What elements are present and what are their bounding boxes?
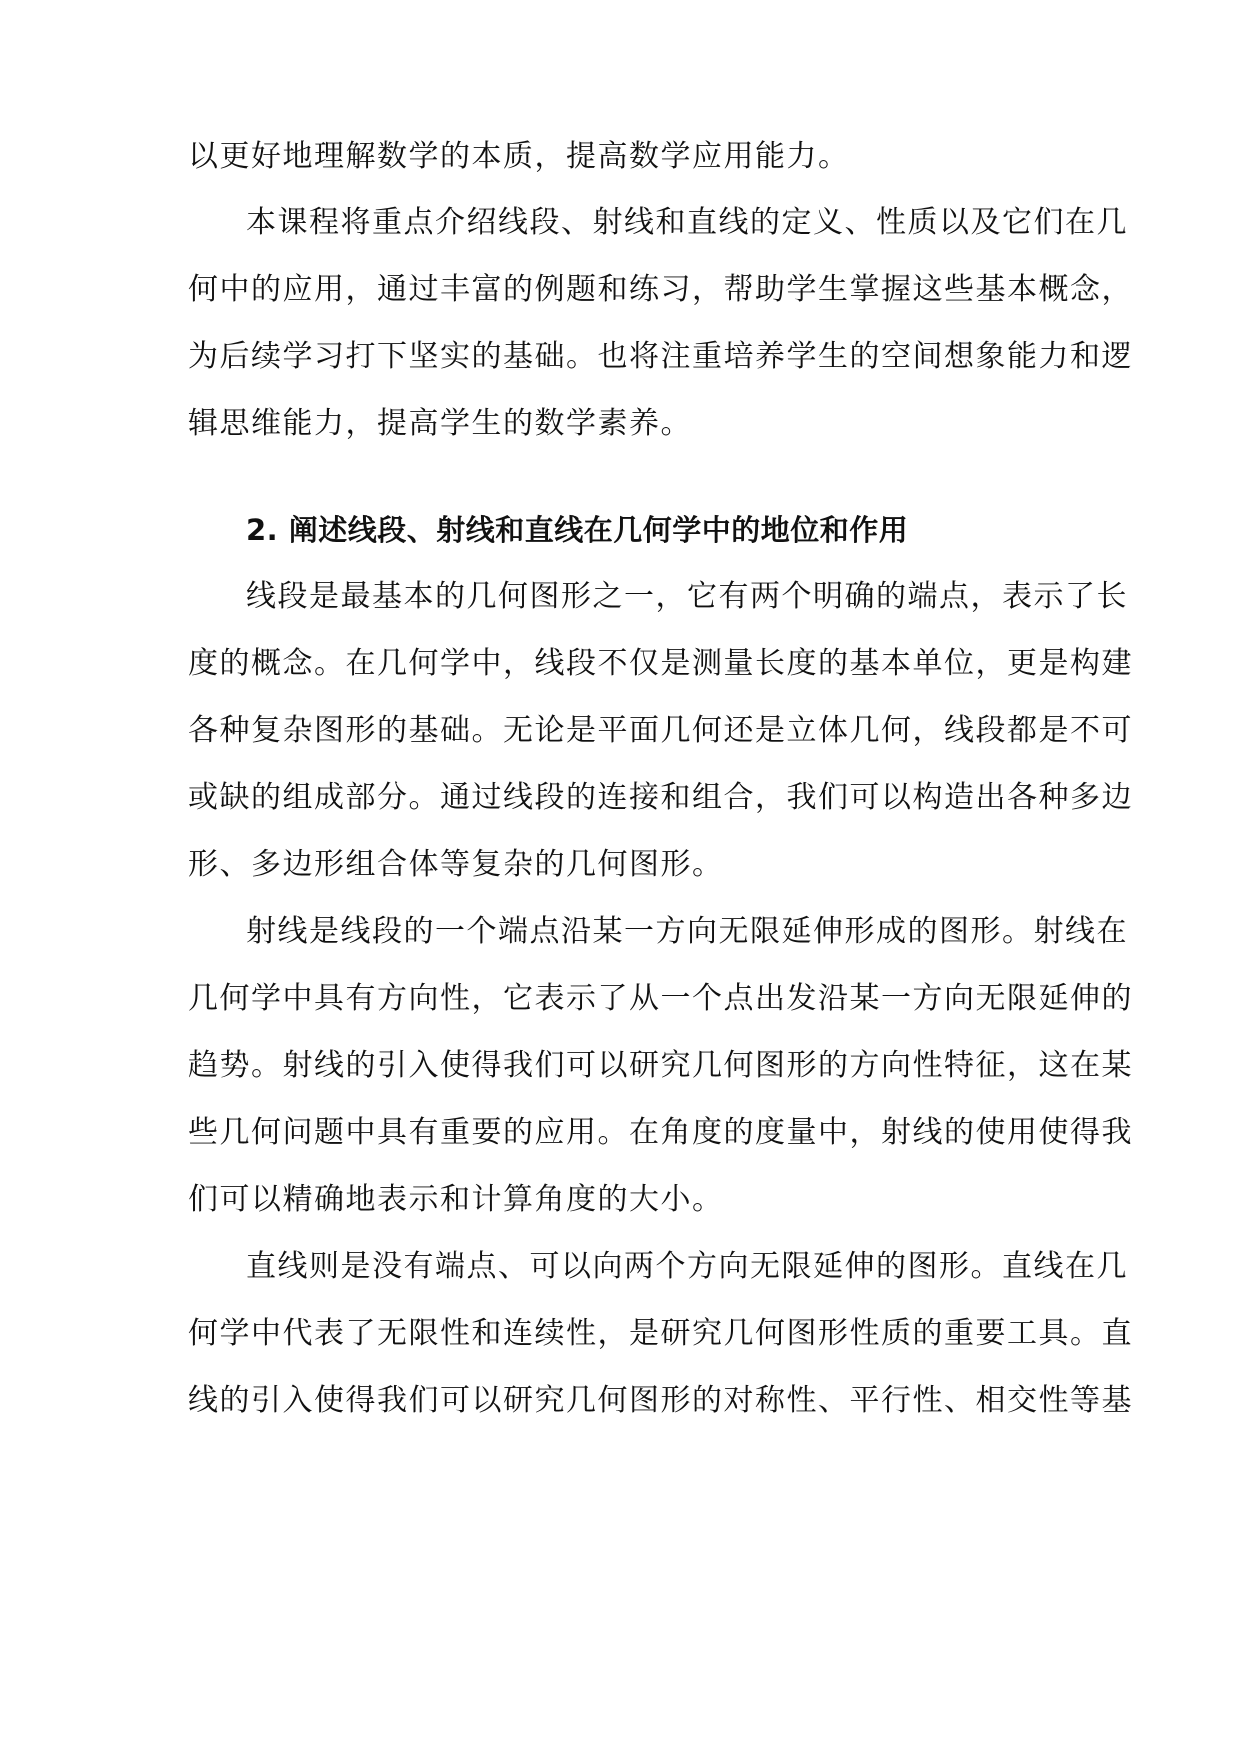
paragraph-line: 线的引入使得我们可以研究几何图形的对称性、平行性、相交性等基 (188, 1383, 1133, 1418)
paragraph-line: 们可以精确地表示和计算角度的大小。 (188, 1182, 724, 1217)
paragraph-line: 趋势。射线的引入使得我们可以研究几何图形的方向性特征，这在某 (188, 1048, 1133, 1083)
paragraph-line: 形、多边形组合体等复杂的几何图形。 (188, 847, 724, 882)
paragraph-line: 何中的应用，通过丰富的例题和练习，帮助学生掌握这些基本概念， (188, 272, 1133, 307)
section-heading: 2. 阐述线段、射线和直线在几何学中的地位和作用 (246, 513, 909, 547)
paragraph-line: 为后续学习打下坚实的基础。也将注重培养学生的空间想象能力和逻 (188, 339, 1133, 374)
paragraph-line: 何学中代表了无限性和连续性，是研究几何图形性质的重要工具。直 (188, 1316, 1133, 1351)
paragraph-line: 以更好地理解数学的本质，提高数学应用能力。 (188, 139, 850, 174)
paragraph-line: 辑思维能力，提高学生的数学素养。 (188, 406, 692, 441)
paragraph-line: 射线是线段的一个端点沿某一方向无限延伸形成的图形。射线在 (246, 914, 1128, 949)
paragraph-line: 或缺的组成部分。通过线段的连接和组合，我们可以构造出各种多边 (188, 780, 1133, 815)
paragraph-line: 几何学中具有方向性，它表示了从一个点出发沿某一方向无限延伸的 (188, 981, 1133, 1016)
paragraph-line: 度的概念。在几何学中，线段不仅是测量长度的基本单位，更是构建 (188, 646, 1133, 681)
paragraph-line: 线段是最基本的几何图形之一，它有两个明确的端点，表示了长 (246, 579, 1128, 614)
paragraph-line: 直线则是没有端点、可以向两个方向无限延伸的图形。直线在几 (246, 1249, 1128, 1284)
paragraph-line: 些几何问题中具有重要的应用。在角度的度量中，射线的使用使得我 (188, 1115, 1133, 1150)
paragraph-line: 各种复杂图形的基础。无论是平面几何还是立体几何，线段都是不可 (188, 713, 1133, 748)
paragraph-line: 本课程将重点介绍线段、射线和直线的定义、性质以及它们在几 (246, 205, 1128, 240)
